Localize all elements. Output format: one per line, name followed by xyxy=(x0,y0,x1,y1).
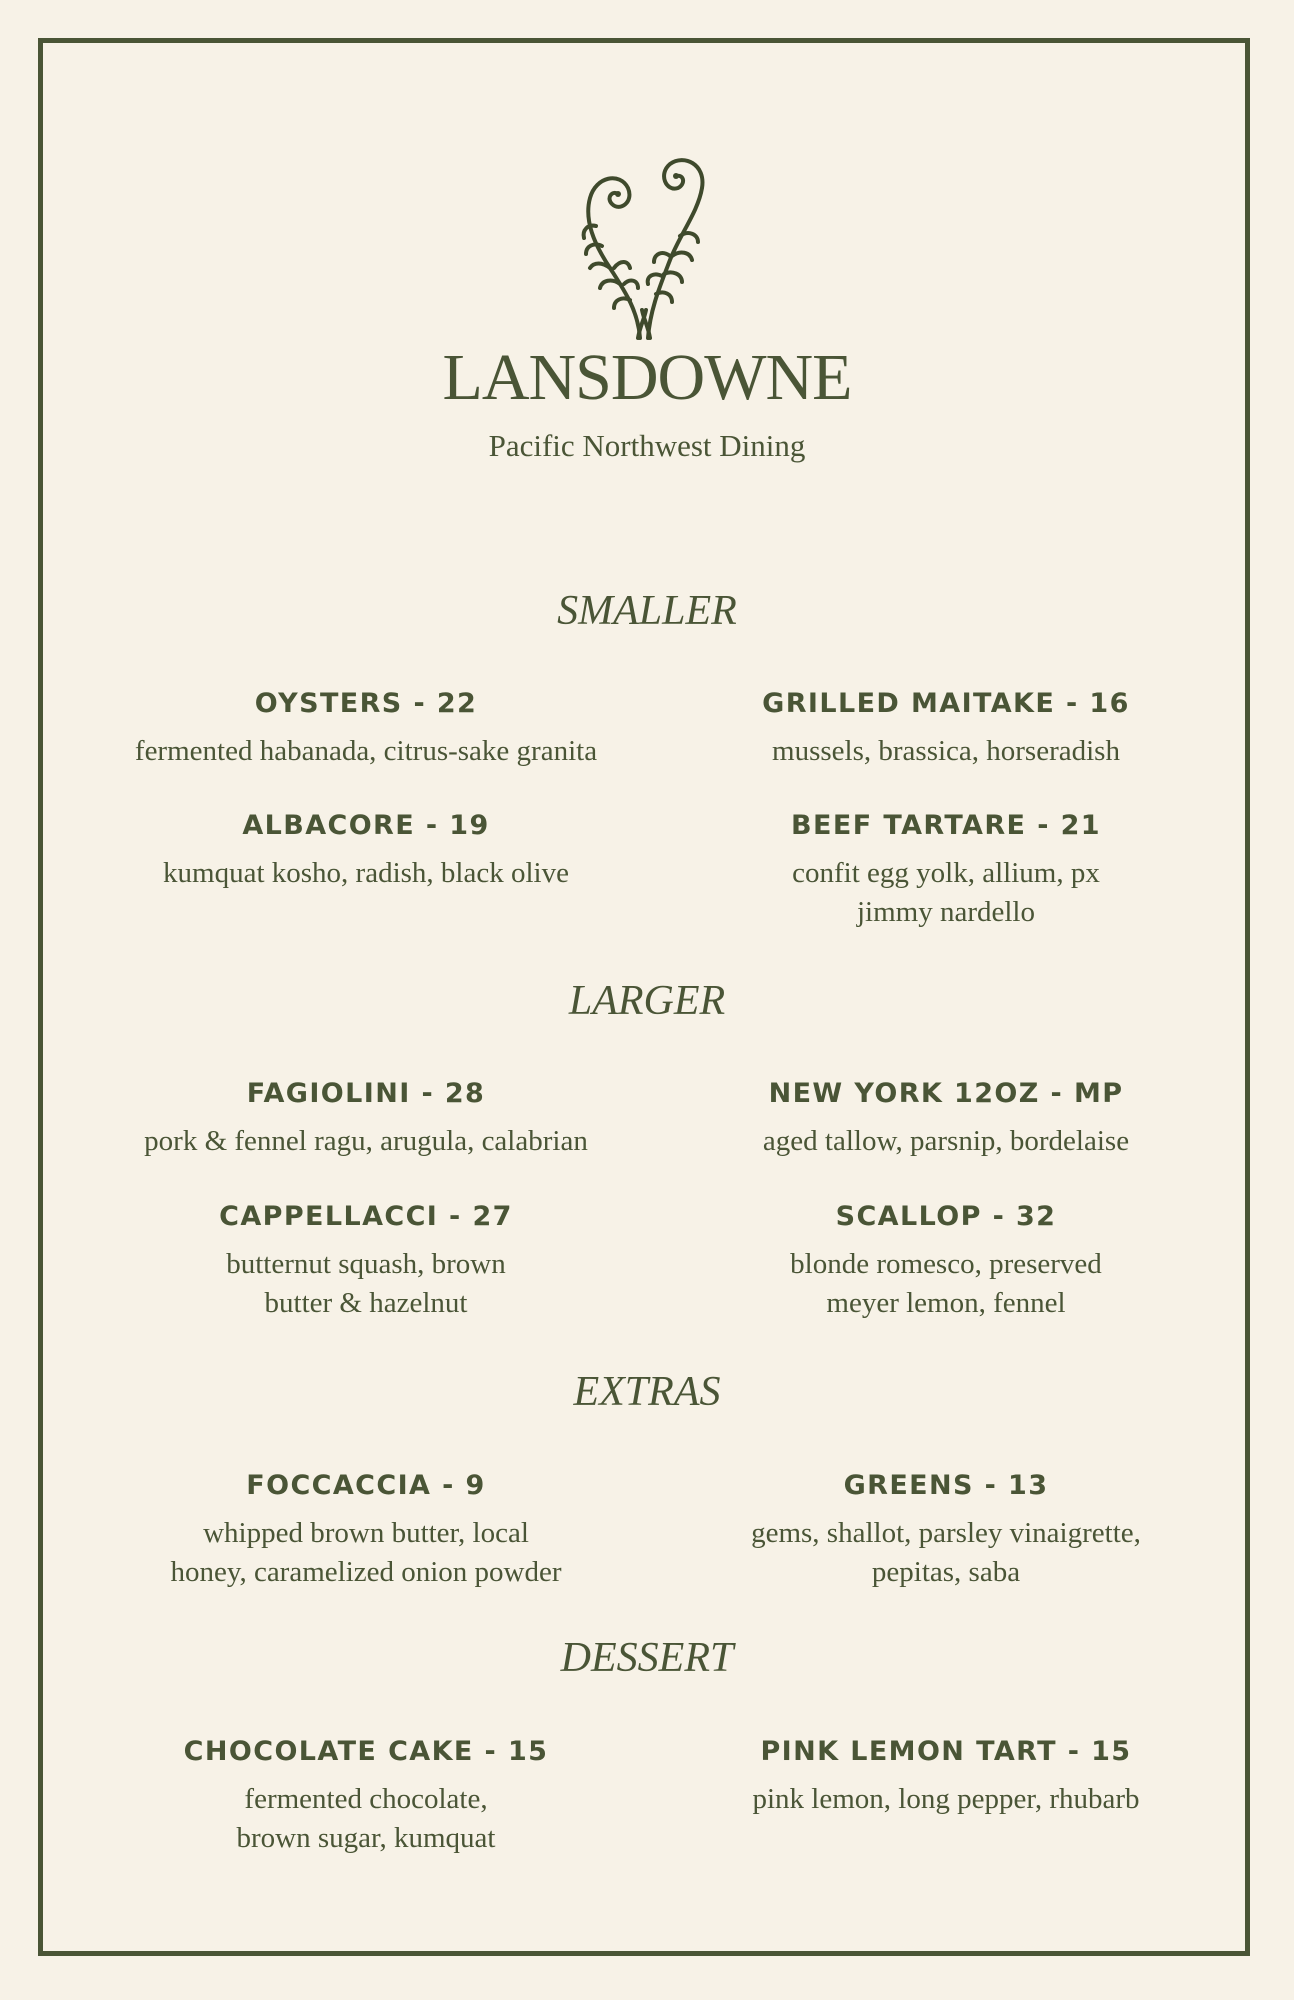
section-title-smaller: SMALLER xyxy=(557,588,737,634)
menu-item-description: pink lemon, long pepper, rhubarb xyxy=(752,1783,1140,1815)
menu-item-description: aged tallow, parsnip, bordelaise xyxy=(762,1125,1130,1157)
menu-item-name: CHOCOLATE CAKE - 15 xyxy=(183,1736,549,1767)
menu-item-description: confit egg yolk, allium, px jimmy nardello xyxy=(792,857,1100,928)
menu-item-name: BEEF TARTARE - 21 xyxy=(791,810,1101,841)
menu-item xyxy=(666,1738,1226,1819)
restaurant-name: LANSDOWNE xyxy=(442,341,852,414)
menu-item-description: whipped brown butter, local honey, caramelized onion powder xyxy=(170,1517,562,1588)
menu-item-description: blonde romesco, preserved meyer lemon, fennel xyxy=(790,1248,1102,1319)
menu-item xyxy=(666,690,1226,771)
menu-item-name: CAPPELLACCI - 27 xyxy=(219,1201,513,1232)
menu-item xyxy=(86,1080,646,1161)
menu-item-name: FAGIOLINI - 28 xyxy=(246,1078,486,1109)
menu-item-name: GRILLED MAITAKE - 16 xyxy=(762,688,1130,719)
menu-item-description: kumquat kosho, radish, black olive xyxy=(163,857,569,889)
section-title-larger: LARGER xyxy=(568,978,726,1024)
menu-item-name: NEW YORK 12OZ - MP xyxy=(768,1078,1124,1109)
restaurant-tagline: Pacific Northwest Dining xyxy=(488,428,806,463)
section-title-dessert: DESSERT xyxy=(560,1635,734,1681)
menu-item-description: butternut squash, brown butter & hazelnut xyxy=(226,1248,506,1319)
menu-item-name: FOCCACCIA - 9 xyxy=(246,1470,486,1501)
menu-item-description: fermented habanada, citrus-sake granita xyxy=(134,735,598,767)
menu-item xyxy=(666,1472,1226,1592)
menu-item xyxy=(86,1738,646,1858)
menu-item-name: PINK LEMON TART - 15 xyxy=(760,1736,1132,1767)
menu-item xyxy=(86,812,646,893)
menu-item xyxy=(86,1472,646,1592)
fern-fiddlehead-icon xyxy=(580,150,714,340)
menu-item-description: pork & fennel ragu, arugula, calabrian xyxy=(144,1125,588,1157)
section-title-extras: EXTRAS xyxy=(573,1369,721,1415)
menu-item-name: OYSTERS - 22 xyxy=(254,688,478,719)
menu-item xyxy=(666,1203,1226,1323)
menu-item-description: gems, shallot, parsley vinaigrette, pepitas, saba xyxy=(751,1517,1141,1588)
menu-item xyxy=(666,812,1226,932)
menu-item xyxy=(86,1203,646,1323)
menu-item-name: ALBACORE - 19 xyxy=(242,810,490,841)
menu-item-description: mussels, brassica, horseradish xyxy=(772,735,1120,767)
menu-item-name: GREENS - 13 xyxy=(843,1470,1049,1501)
menu-item xyxy=(86,690,646,771)
menu-item-description: fermented chocolate, brown sugar, kumquat xyxy=(236,1783,496,1854)
menu-item-name: SCALLOP - 32 xyxy=(835,1201,1057,1232)
menu-item xyxy=(666,1080,1226,1161)
